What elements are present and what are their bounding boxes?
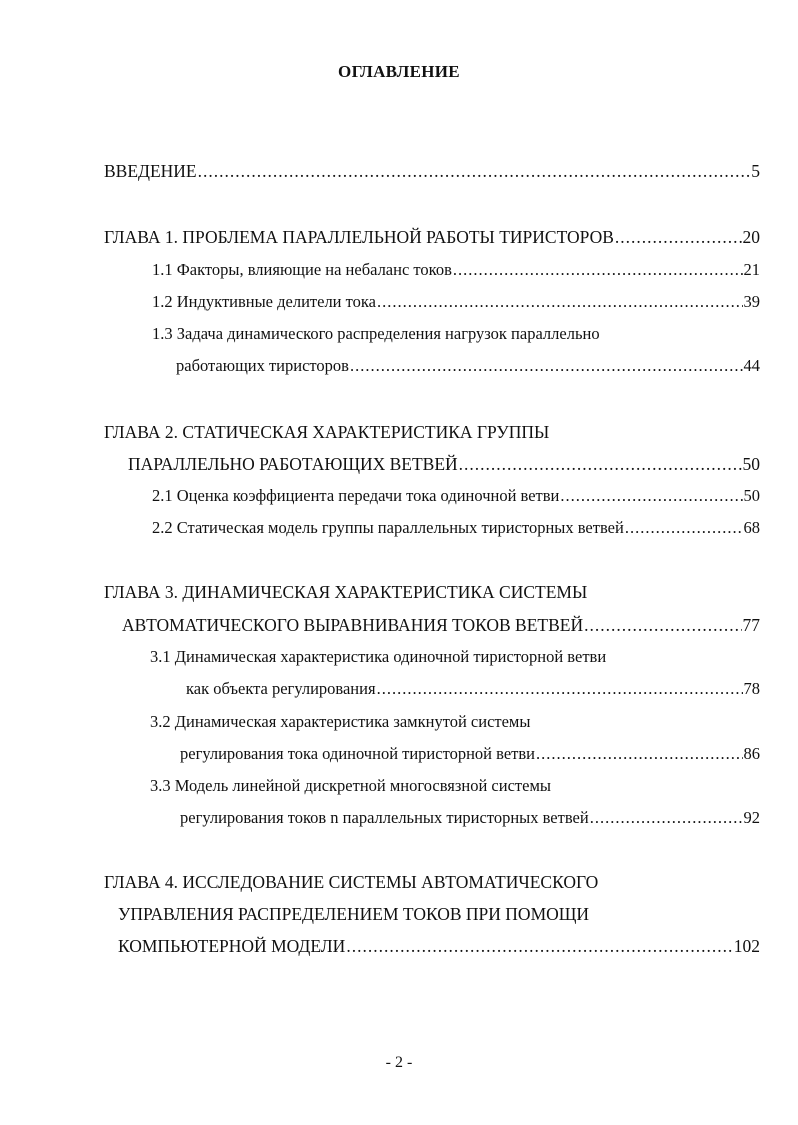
toc-entry-3-2[interactable] <box>180 742 760 766</box>
toc-entry-3-2-line1[interactable]: 3.2 Динамическая характеристика замкнутой системы <box>150 712 531 731</box>
toc-page-number: 5 <box>751 161 760 181</box>
toc-entry-label: 2.1 Оценка коэффициента передачи тока одиночной ветви <box>152 486 560 505</box>
toc-page-number: 102 <box>733 936 760 956</box>
toc-entry-label: как объекта регулирования <box>186 679 376 698</box>
dot-leader <box>459 452 742 476</box>
toc-entry-label: АВТОМАТИЧЕСКОГО ВЫРАВНИВАНИЯ ТОКОВ ВЕТВЕЙ <box>122 615 584 635</box>
toc-page-number: 44 <box>743 356 760 375</box>
dot-leader <box>377 677 743 701</box>
toc-entry-1-1[interactable] <box>152 258 760 282</box>
toc-entry-chapter-2[interactable] <box>128 452 760 476</box>
toc-entry-label: 1.2 Индуктивные делители тока <box>152 292 376 311</box>
toc-page-number: 77 <box>742 615 760 635</box>
toc-entry-chapter-1[interactable] <box>104 225 760 249</box>
toc-entry-1-3-line1[interactable]: 1.3 Задача динамического распределения нагрузок параллельно <box>152 324 600 343</box>
toc-entry-chapter-3-line1[interactable]: ГЛАВА 3. ДИНАМИЧЕСКАЯ ХАРАКТЕРИСТИКА СИСТЕМЫ <box>104 582 588 602</box>
toc-page-number: 68 <box>743 518 760 537</box>
dot-leader <box>536 742 743 766</box>
toc-entry-3-1[interactable] <box>186 677 760 701</box>
toc-entry-1-2[interactable] <box>152 290 760 314</box>
toc-entry-3-3[interactable] <box>180 806 760 830</box>
toc-entry-chapter-4-line2[interactable]: УПРАВЛЕНИЯ РАСПРЕДЕЛЕНИЕМ ТОКОВ ПРИ ПОМОЩИ <box>118 904 590 924</box>
toc-entry-label: ГЛАВА 1. ПРОБЛЕМА ПАРАЛЛЕЛЬНОЙ РАБОТЫ ТИРИСТОРОВ <box>104 227 614 247</box>
toc-page-number: 39 <box>743 292 760 311</box>
dot-leader <box>615 225 742 249</box>
toc-page-number: 20 <box>742 227 760 247</box>
toc-entry-chapter-4[interactable] <box>118 934 760 958</box>
toc-entry-3-1-line1[interactable]: 3.1 Динамическая характеристика одиночной тиристорной ветви <box>150 647 607 666</box>
toc-entry-chapter-2-line1[interactable]: ГЛАВА 2. СТАТИЧЕСКАЯ ХАРАКТЕРИСТИКА ГРУППЫ <box>104 422 550 442</box>
dot-leader <box>584 613 741 637</box>
toc-page-number: 50 <box>742 454 760 474</box>
toc-page-number: 50 <box>743 486 760 505</box>
toc-entry-2-2[interactable] <box>152 516 760 540</box>
page-number-footer: - 2 - <box>385 1054 413 1071</box>
toc-entry-chapter-4-line1[interactable]: ГЛАВА 4. ИССЛЕДОВАНИЕ СИСТЕМЫ АВТОМАТИЧЕСКОГО <box>104 872 599 892</box>
toc-entry-label: регулирования токов n параллельных тиристорных ветвей <box>180 808 589 827</box>
toc-entry-label: работающих тиристоров <box>176 356 349 375</box>
toc-entry-label: регулирования тока одиночной тиристорной ветви <box>180 744 535 763</box>
toc-entry-1-3[interactable] <box>176 354 760 378</box>
toc-entry-intro[interactable] <box>104 159 760 183</box>
dot-leader <box>590 806 743 830</box>
toc-entry-label: ПАРАЛЛЕЛЬНО РАБОТАЮЩИХ ВЕТВЕЙ <box>128 454 458 474</box>
toc-entry-label: 1.1 Факторы, влияющие на небаланс токов <box>152 260 452 279</box>
toc-entry-2-1[interactable] <box>152 484 760 508</box>
toc-entry-3-3-line1[interactable]: 3.3 Модель линейной дискретной многосвязной системы <box>150 776 551 795</box>
toc-entry-label: ВВЕДЕНИЕ <box>104 161 197 181</box>
toc-page-number: 78 <box>743 679 760 698</box>
dot-leader <box>377 290 743 314</box>
toc-entry-label: КОМПЬЮТЕРНОЙ МОДЕЛИ <box>118 936 346 956</box>
dot-leader <box>198 159 751 183</box>
toc-entry-chapter-3[interactable] <box>122 613 760 637</box>
toc-entry-label: 2.2 Статическая модель группы параллельных тиристорных ветвей <box>152 518 624 537</box>
toc-page-number: 92 <box>743 808 760 827</box>
dot-leader <box>560 484 742 508</box>
toc-page-number: 21 <box>743 260 760 279</box>
dot-leader <box>453 258 743 282</box>
dot-leader <box>346 934 732 958</box>
dot-leader <box>625 516 743 540</box>
page-title: ОГЛАВЛЕНИЕ <box>338 62 460 81</box>
dot-leader <box>350 354 743 378</box>
toc-page-number: 86 <box>743 744 760 763</box>
